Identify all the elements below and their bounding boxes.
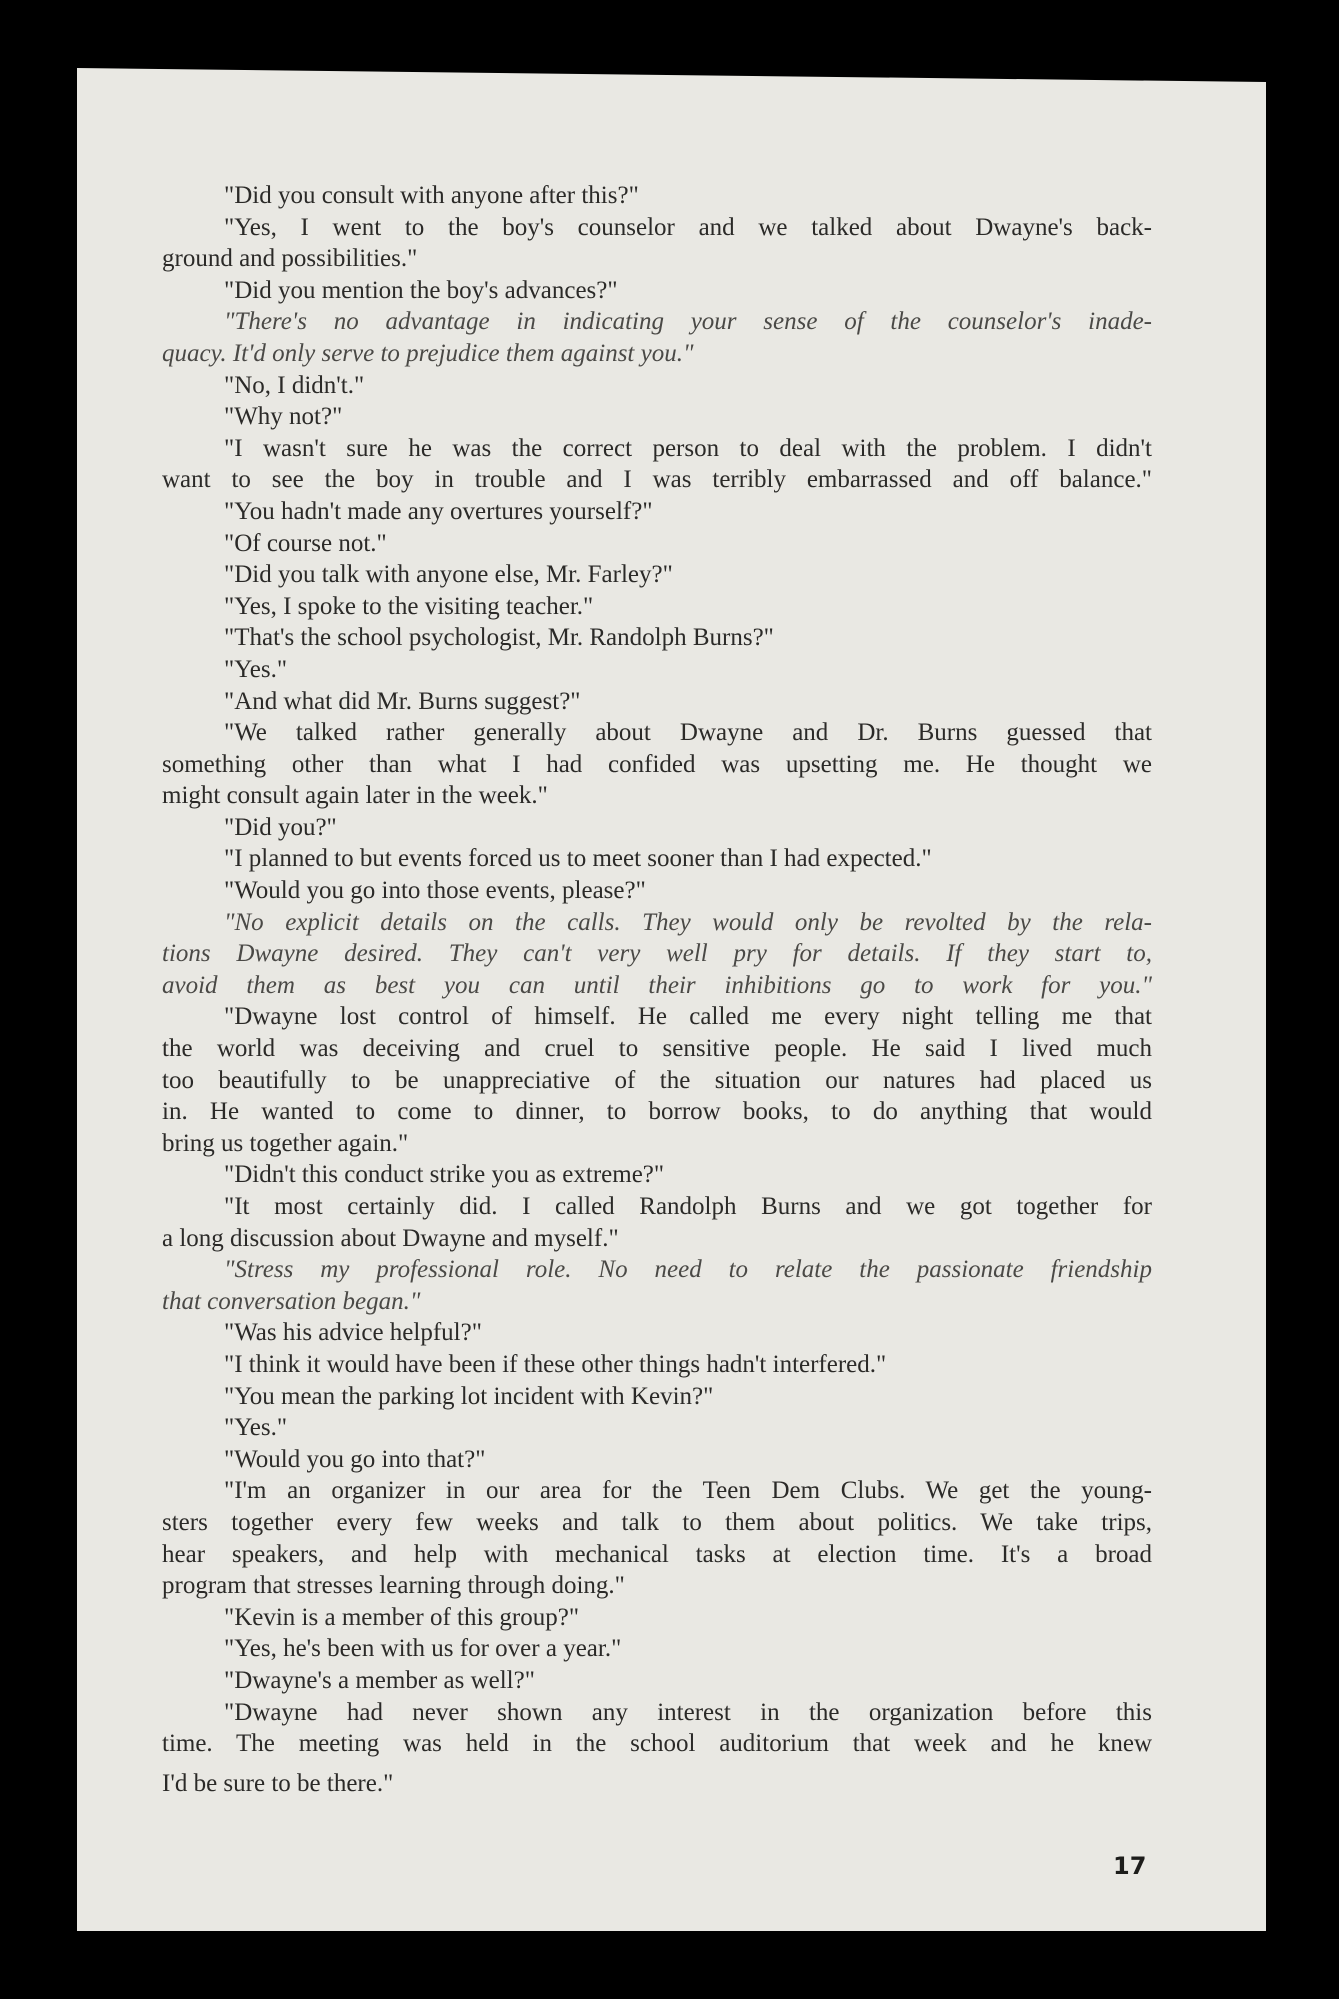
italic-text-line: quacy. It'd only serve to prejudice them against you." xyxy=(162,339,694,367)
text-line: too beautifully to be unappreciative of the situation our natures had placed us xyxy=(162,1066,1152,1094)
text-line: "Didn't this conduct strike you as extreme?" xyxy=(224,1161,665,1189)
text-line: "Dwayne had never shown any interest in the organization before this xyxy=(224,1698,1152,1726)
text-line: "Why not?" xyxy=(224,403,343,431)
text-line: "Yes." xyxy=(224,1414,288,1442)
text-line: "Did you mention the boy's advances?" xyxy=(224,276,618,304)
page-number: 17 xyxy=(1113,1852,1147,1880)
text-line: "Did you talk with anyone else, Mr. Farley?" xyxy=(224,561,673,589)
text-line: "No, I didn't." xyxy=(224,371,365,399)
text-line: in. He wanted to come to dinner, to borrow books, to do anything that would xyxy=(162,1098,1152,1126)
text-line: "Of course not." xyxy=(224,529,387,557)
text-line: I'd be sure to be there." xyxy=(162,1769,394,1797)
italic-text-line: avoid them as best you can until their inhibitions go to work for you." xyxy=(162,971,1152,999)
text-line: "Yes, he's been with us for over a year." xyxy=(224,1635,622,1663)
text-line: "Yes." xyxy=(224,655,288,683)
text-line: program that stresses learning through doing." xyxy=(162,1572,625,1600)
text-line: "Did you?" xyxy=(224,813,337,841)
text-line: a long discussion about Dwayne and myself." xyxy=(162,1224,619,1252)
text-line: "Dwayne lost control of himself. He called me every night telling me that xyxy=(224,1003,1152,1031)
text-line: "It most certainly did. I called Randolph Burns and we got together for xyxy=(224,1193,1152,1220)
text-line: "I think it would have been if these other things hadn't interfered." xyxy=(224,1350,887,1378)
text-line: something other than what I had confided was upsetting me. He thought we xyxy=(162,750,1152,778)
text-line: "Yes, I spoke to the visiting teacher." xyxy=(224,592,594,620)
text-line: bring us together again." xyxy=(162,1129,409,1157)
text-line: "That's the school psychologist, Mr. Randolph Burns?" xyxy=(224,624,774,652)
italic-text-line: "There's no advantage in indicating your sense of the counselor's inade- xyxy=(224,308,1152,336)
text-line: "You hadn't made any overtures yourself?" xyxy=(224,497,653,525)
text-line: "Would you go into those events, please?" xyxy=(224,877,646,905)
text-line: hear speakers, and help with mechanical tasks at election time. It's a broad xyxy=(162,1540,1152,1568)
text-line: "Would you go into that?" xyxy=(224,1445,486,1473)
text-line: time. The meeting was held in the school auditorium that week and he knew xyxy=(162,1730,1152,1758)
italic-text-line: tions Dwayne desired. They can't very well pry for details. If they start to, xyxy=(162,940,1152,968)
text-line: "We talked rather generally about Dwayne and Dr. Burns guessed that xyxy=(224,719,1152,747)
text-line: "You mean the parking lot incident with Kevin?" xyxy=(224,1382,714,1410)
text-line: sters together every few weeks and talk to them about politics. We take trips, xyxy=(162,1508,1152,1536)
italic-text-line: "No explicit details on the calls. They would only be revolted by the rela- xyxy=(224,908,1152,936)
text-line: "Kevin is a member of this group?" xyxy=(224,1603,580,1631)
text-line: "Was his advice helpful?" xyxy=(224,1319,482,1347)
text-line: might consult again later in the week." xyxy=(162,782,548,810)
text-line: the world was deceiving and cruel to sensitive people. He said I lived much xyxy=(162,1035,1152,1063)
italic-text-line: "Stress my professional role. No need to relate the passionate friendship xyxy=(224,1256,1152,1284)
italic-text-line: that conversation began." xyxy=(162,1287,421,1315)
page-body-text xyxy=(162,180,1152,1799)
text-line: "Did you consult with anyone after this?" xyxy=(224,182,639,209)
text-line: "I planned to but events forced us to meet sooner than I had expected." xyxy=(224,845,932,873)
text-line: "Yes, I went to the boy's counselor and we talked about Dwayne's back- xyxy=(224,213,1152,241)
text-line: "I'm an organizer in our area for the Teen Dem Clubs. We get the young- xyxy=(224,1477,1152,1505)
text-line: "I wasn't sure he was the correct person to deal with the problem. I didn't xyxy=(224,434,1152,462)
text-line: ground and possibilities." xyxy=(162,245,418,273)
text-line: "And what did Mr. Burns suggest?" xyxy=(224,687,581,715)
text-line: "Dwayne's a member as well?" xyxy=(224,1666,535,1694)
text-line: want to see the boy in trouble and I was terribly embarrassed and off balance." xyxy=(162,466,1152,494)
